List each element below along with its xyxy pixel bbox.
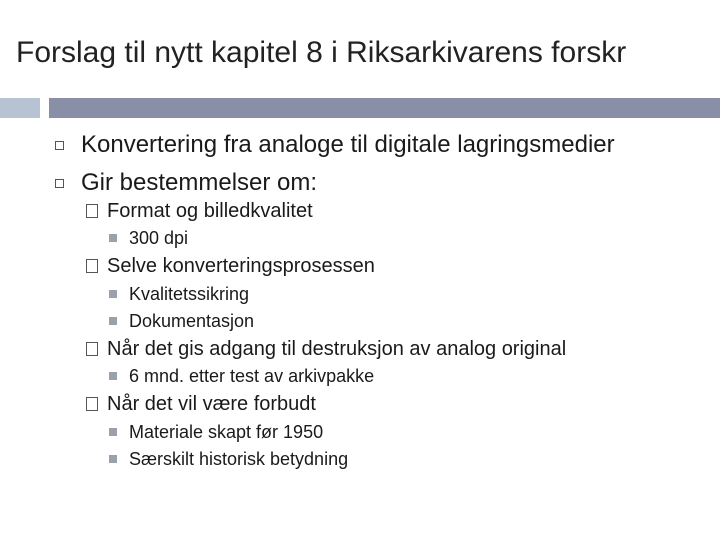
missing-glyph-bullet-icon (86, 397, 98, 411)
bullet-level2-text: Når det gis adgang til destruksjon av analog original (107, 338, 567, 360)
square-bullet-icon (109, 455, 117, 463)
accent-bar (49, 98, 720, 118)
bullet-level3-text: 6 mnd. etter test av arkivpakke (129, 366, 375, 386)
square-bullet-icon (109, 317, 117, 325)
slide-title: Forslag til nytt kapitel 8 i Riksarkivarens forskr (16, 36, 627, 69)
missing-glyph-bullet-icon (86, 204, 98, 218)
square-bullet-icon (109, 234, 117, 242)
bullet-level3-text: 300 dpi (129, 228, 189, 248)
bullet-level3-text: Dokumentasjon (129, 311, 255, 331)
bullet-level2-text: Når det vil være forbudt (107, 393, 316, 415)
missing-glyph-bullet-icon (86, 259, 98, 273)
hollow-square-bullet-icon (55, 179, 64, 188)
missing-glyph-bullet-icon (86, 342, 98, 356)
square-bullet-icon (109, 290, 117, 298)
square-bullet-icon (109, 372, 117, 380)
bullet-level2-text: Selve konverteringsprosessen (107, 255, 375, 277)
accent-bar-left (0, 98, 40, 118)
bullet-level1-text: Gir bestemmelser om: (81, 169, 318, 196)
bullet-level1-text: Konvertering fra analoge til digitale lagringsmedier (81, 131, 615, 158)
bullet-level2-text: Format og billedkvalitet (107, 200, 313, 222)
bullet-level3-text: Kvalitetssikring (129, 284, 250, 304)
bullet-level3-text: Materiale skapt før 1950 (129, 422, 324, 442)
square-bullet-icon (109, 428, 117, 436)
bullet-level3-text: Særskilt historisk betydning (129, 449, 349, 469)
hollow-square-bullet-icon (55, 141, 64, 150)
